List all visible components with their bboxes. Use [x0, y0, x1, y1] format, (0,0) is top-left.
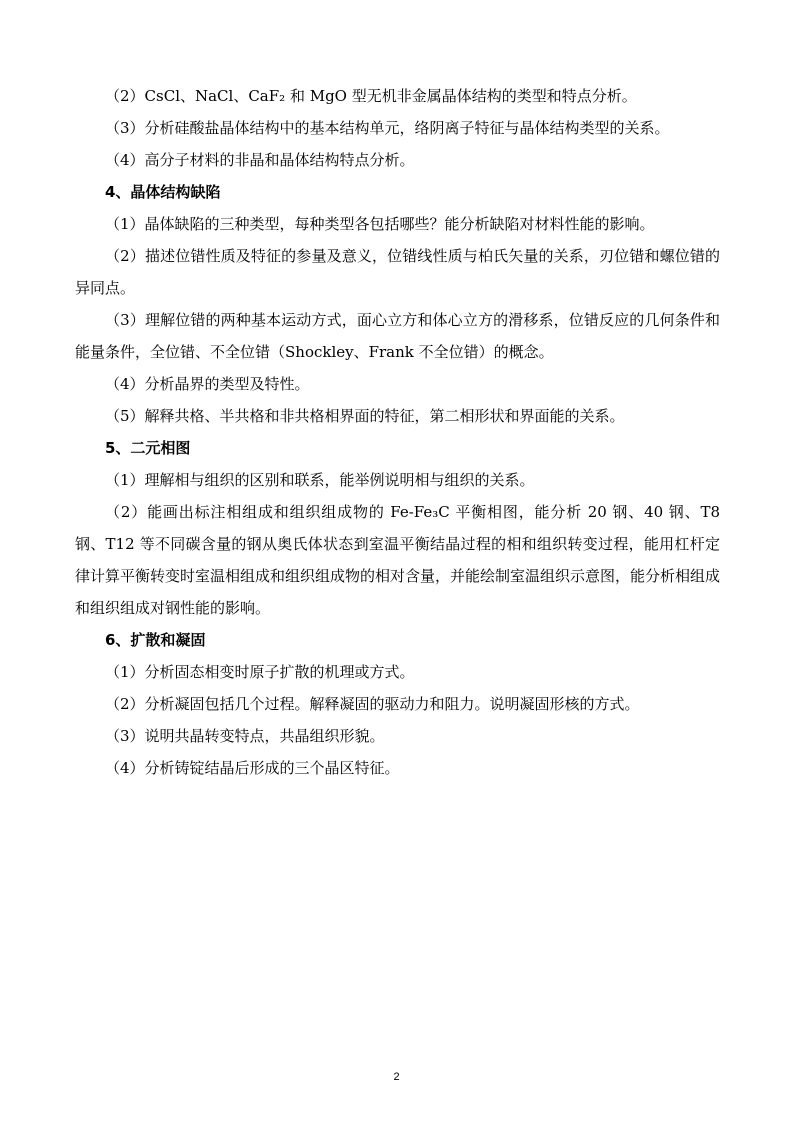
- section-heading-4: 4、晶体结构缺陷: [105, 183, 221, 201]
- paragraph-item-6-4: （4）分析铸锭结晶后形成的三个晶区特征。: [105, 759, 400, 777]
- document-body: [75, 80, 720, 784]
- paragraph-item-6-2: （2）分析凝固包括几个过程。解释凝固的驱动力和阻力。说明凝固形核的方式。: [105, 695, 640, 713]
- paragraph-item-4-1: （1）晶体缺陷的三种类型，每种类型各包括哪些？能分析缺陷对材料性能的影响。: [105, 215, 655, 233]
- paragraph-item-4-2: （2）描述位错性质及特征的参量及意义，位错线性质与柏氏矢量的关系，刃位错和螺位错的异同点。: [75, 247, 720, 297]
- paragraph-item-6-3: （3）说明共晶转变特点，共晶组织形貌。: [105, 727, 385, 745]
- section-heading-5: 5、二元相图: [105, 439, 191, 457]
- paragraph-item-6-1: （1）分析固态相变时原子扩散的机理或方式。: [105, 663, 415, 681]
- paragraph-item-2-4: （4）高分子材料的非晶和晶体结构特点分析。: [105, 151, 415, 169]
- section-heading-6: 6、扩散和凝固: [105, 631, 206, 649]
- paragraph-item-4-5: （5）解释共格、半共格和非共格相界面的特征，第二相形状和界面能的关系。: [105, 407, 625, 425]
- paragraph-item-4-4: （4）分析晶界的类型及特性。: [105, 375, 310, 393]
- paragraph-item-5-1: （1）理解相与组织的区别和联系，能举例说明相与组织的关系。: [105, 471, 535, 489]
- paragraph-item-2-3: （3）分析硅酸盐晶体结构中的基本结构单元，络阴离子特征与晶体结构类型的关系。: [105, 119, 670, 137]
- paragraph-item-5-2: （2）能画出标注相组成和组织组成物的 Fe-Fe₃C 平衡相图，能分析 20 钢、40 钢、T8 钢、T12 等不同碳含量的钢从奥氏体状态到室温平衡结晶过程的相和组织转变过程，能用杠杆定律计算平衡转变时室温相组成和组织组成物的相对含量，并能绘制室温组织示意图，能分析相组成和组织组成对钢性能的影响。: [75, 503, 721, 617]
- paragraph-item-2-2: （2）CsCl、NaCl、CaF₂ 和 MgO 型无机非金属晶体结构的类型和特点分析。: [105, 87, 637, 105]
- paragraph-item-4-3: （3）理解位错的两种基本运动方式，面心立方和体心立方的滑移系，位错反应的几何条件和能量条件，全位错、不全位错（Shockley、Frank 不全位错）的概念。: [75, 311, 720, 361]
- page-number: 2: [393, 1071, 400, 1083]
